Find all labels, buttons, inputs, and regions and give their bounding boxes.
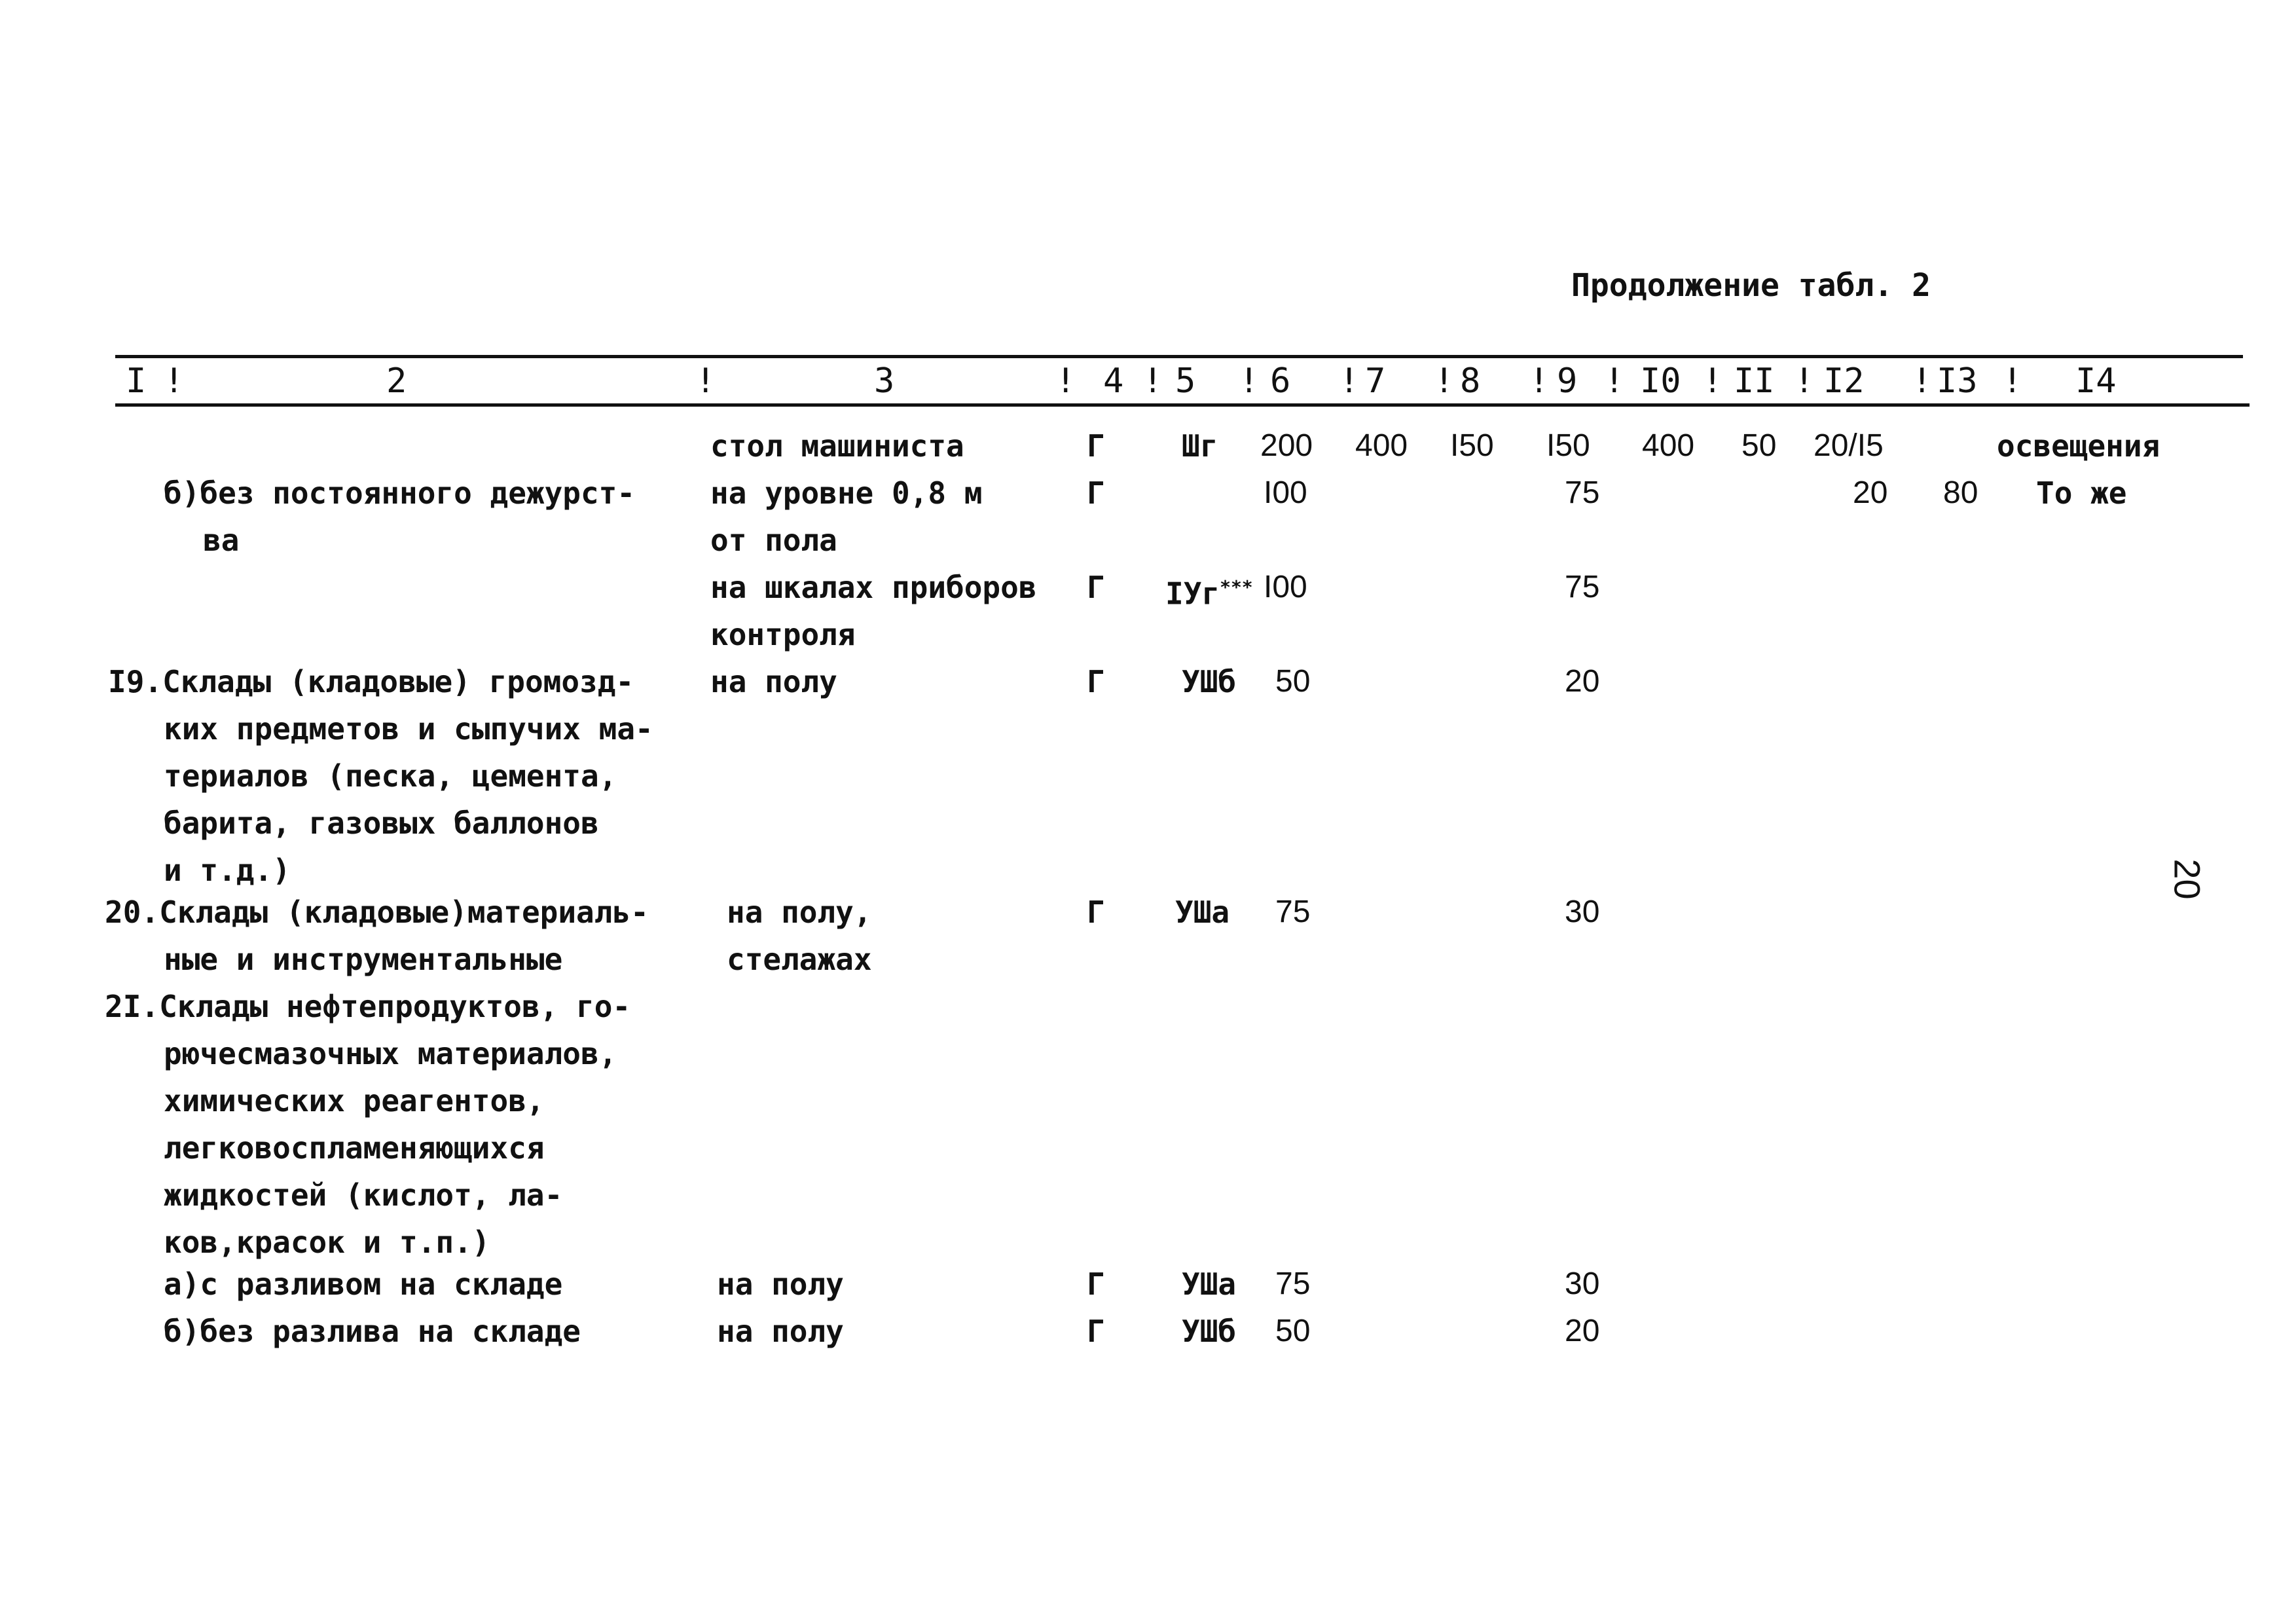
- cell-col4: Г: [1087, 1314, 1105, 1349]
- cell-description: жидкостей (кислот, ла-: [164, 1177, 563, 1213]
- col-header-11: II: [1734, 361, 1775, 401]
- cell-col4: Г: [1087, 570, 1105, 605]
- cell-col9: I50: [1546, 428, 1590, 463]
- cell-col5-text: IУг: [1165, 576, 1220, 612]
- cell-description: териалов (песка, цемента,: [164, 758, 617, 794]
- col-separator: !: [1434, 361, 1455, 401]
- cell-description: легковоспламеняющихся: [164, 1130, 545, 1166]
- col-separator: !: [2002, 361, 2023, 401]
- cell-description: 2I.Склады нефтепродуктов, го-: [105, 989, 631, 1024]
- col-header-3: 3: [874, 361, 895, 401]
- cell-col9: 75: [1565, 475, 1600, 510]
- col-separator: !: [695, 361, 716, 401]
- col-separator: !: [1142, 361, 1163, 401]
- page-number: 20: [2166, 858, 2208, 900]
- footnote-mark: ***: [1220, 576, 1253, 598]
- col-separator: !: [1702, 361, 1723, 401]
- cell-col5: УШб: [1182, 1314, 1237, 1349]
- col-separator: !: [1794, 361, 1815, 401]
- col-separator: !: [1604, 361, 1625, 401]
- cell-description: ков,красок и т.п.): [164, 1225, 490, 1260]
- cell-col6: 75: [1275, 895, 1311, 929]
- cell-description: и т.д.): [164, 853, 291, 888]
- cell-col8: I50: [1450, 428, 1494, 463]
- cell-col14: освещения: [1997, 428, 2160, 464]
- col-header-10: I0: [1640, 361, 1681, 401]
- cell-col9: 20: [1565, 664, 1600, 699]
- col-separator: !: [1055, 361, 1076, 401]
- cell-col4: Г: [1087, 475, 1105, 511]
- col-header-12: I2: [1823, 361, 1865, 401]
- col-header-4: 4: [1103, 361, 1124, 401]
- cell-col6: 50: [1275, 664, 1311, 699]
- cell-col4: Г: [1087, 664, 1105, 699]
- cell-description: 20.Склады (кладовые)материаль-: [105, 895, 649, 930]
- cell-place: контроля: [710, 617, 856, 652]
- cell-col7: 400: [1355, 428, 1408, 463]
- cell-col5: УШа: [1182, 1266, 1237, 1302]
- cell-col4: Г: [1087, 1266, 1105, 1302]
- col-header-1: I: [126, 361, 147, 401]
- cell-col6: 75: [1275, 1266, 1311, 1301]
- cell-col12: 20: [1853, 475, 1888, 510]
- cell-col6: 50: [1275, 1314, 1311, 1348]
- cell-col9: 75: [1565, 570, 1600, 604]
- cell-col14: То же: [2036, 475, 2127, 511]
- col-header-2: 2: [386, 361, 407, 401]
- cell-description: б)без постоянного дежурст-: [164, 475, 636, 511]
- cell-col10: 400: [1642, 428, 1695, 463]
- col-header-6: 6: [1270, 361, 1291, 401]
- cell-col11: 50: [1741, 428, 1777, 463]
- cell-col4: Г: [1087, 428, 1105, 464]
- col-header-9: 9: [1557, 361, 1578, 401]
- col-separator: !: [1339, 361, 1360, 401]
- cell-col5: Шг: [1182, 428, 1218, 464]
- cell-col5: УШа: [1175, 895, 1230, 930]
- table-header-bottom-rule: [115, 403, 2250, 407]
- cell-place: стол машиниста: [710, 428, 964, 464]
- col-header-7: 7: [1365, 361, 1386, 401]
- col-separator: !: [164, 361, 185, 401]
- cell-col9: 30: [1565, 895, 1600, 929]
- cell-col6: 200: [1260, 428, 1313, 463]
- cell-description: химических реагентов,: [164, 1083, 545, 1118]
- cell-place: на полу: [717, 1314, 844, 1349]
- table-continuation-caption: Продолжение табл. 2: [1571, 267, 1931, 304]
- cell-place: на шкалах приборов: [710, 570, 1037, 605]
- cell-description: ные и инструментальные: [164, 942, 563, 977]
- cell-place: на полу: [717, 1266, 844, 1302]
- cell-place: на полу,: [727, 895, 872, 930]
- cell-description: I9.Склады (кладовые) громозд-: [108, 664, 634, 699]
- cell-col4: Г: [1087, 895, 1105, 930]
- cell-description: б)без разлива на складе: [164, 1314, 581, 1349]
- cell-description: ких предметов и сыпучих ма-: [164, 711, 653, 747]
- cell-description: ва: [203, 523, 240, 558]
- cell-col13: 80: [1943, 475, 1978, 510]
- cell-col12: 20/I5: [1813, 428, 1884, 463]
- cell-col6: I00: [1264, 475, 1307, 510]
- cell-col6: I00: [1264, 570, 1307, 604]
- cell-place: стелажах: [727, 942, 872, 977]
- col-header-5: 5: [1175, 361, 1196, 401]
- cell-col9: 20: [1565, 1314, 1600, 1348]
- cell-description: а)с разливом на складе: [164, 1266, 563, 1302]
- cell-description: рючесмазочных материалов,: [164, 1036, 617, 1071]
- cell-description: барита, газовых баллонов: [164, 805, 599, 841]
- col-separator: !: [1239, 361, 1260, 401]
- cell-place: на уровне 0,8 м: [710, 475, 983, 511]
- col-header-8: 8: [1460, 361, 1481, 401]
- col-separator: !: [1529, 361, 1550, 401]
- col-separator: !: [1912, 361, 1933, 401]
- cell-col5: [1165, 564, 1253, 617]
- cell-col9: 30: [1565, 1266, 1600, 1301]
- col-header-13: I3: [1937, 361, 1978, 401]
- cell-place: на полу: [710, 664, 837, 699]
- table-header-top-rule: [115, 355, 2243, 358]
- col-header-14: I4: [2075, 361, 2117, 401]
- cell-place: от пола: [710, 523, 837, 558]
- cell-col5: УШб: [1182, 664, 1237, 699]
